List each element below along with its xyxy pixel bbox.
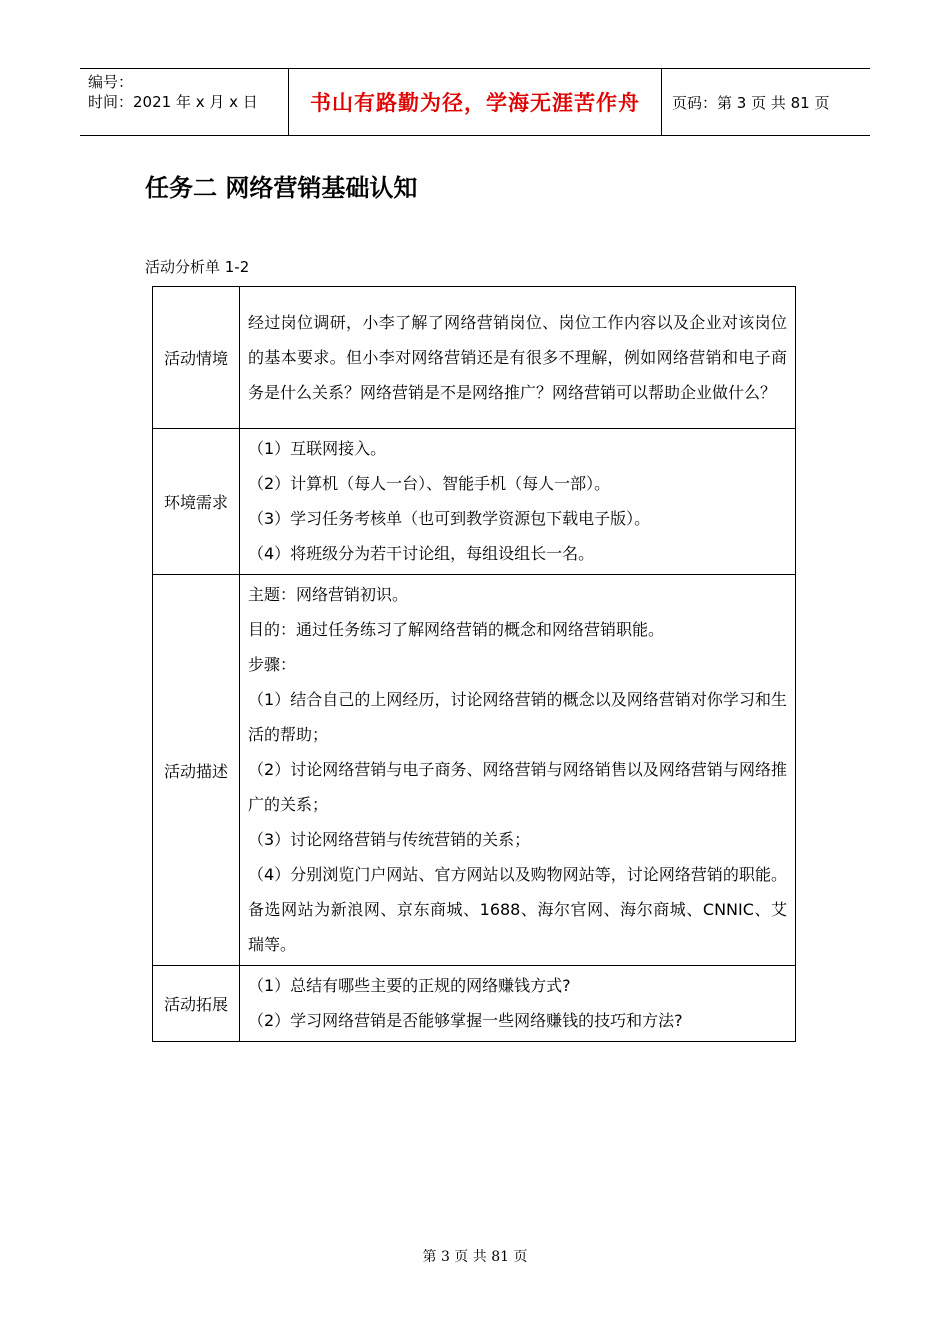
row-label-environment: 环境需求 (153, 429, 240, 575)
row-label-description: 活动描述 (153, 575, 240, 966)
extension-item-2: （2）学习网络营销是否能够掌握一些网络赚钱的技巧和方法? (248, 1011, 683, 1030)
row-content-extension (240, 966, 796, 1042)
description-steps-label: 步骤： (248, 655, 297, 674)
document-date: 时间：2021 年 x 月 x 日 (88, 93, 258, 111)
row-content-environment (240, 429, 796, 575)
description-purpose: 目的：通过任务练习了解网络营销的概念和网络营销职能。 (248, 620, 665, 639)
row-label-situation: 活动情境 (153, 287, 240, 429)
header-page-code: 页码：第 3 页 共 81 页 (662, 69, 871, 136)
table-row-description (153, 575, 796, 966)
description-step-3: （3）讨论网络营销与传统营销的关系； (248, 830, 531, 849)
table-row-extension (153, 966, 796, 1042)
page-header (80, 68, 870, 136)
description-step-1: （1）结合自己的上网经历，讨论网络营销的概念以及网络营销对你学习和生活的帮助； (248, 690, 787, 744)
environment-item-4: （4）将班级分为若干讨论组，每组设组长一名。 (248, 544, 595, 563)
environment-item-3: （3）学习任务考核单（也可到教学资源包下载电子版）。 (248, 509, 651, 528)
table-caption: 活动分析单 1-2 (145, 258, 250, 276)
header-slogan: 书山有路勤为径，学海无涯苦作舟 (310, 90, 640, 115)
header-slogan-cell (289, 69, 662, 136)
table-row-situation (153, 287, 796, 429)
document-number-label: 编号： (88, 73, 134, 91)
situation-text: 经过岗位调研，小李了解了网络营销岗位、岗位工作内容以及企业对该岗位的基本要求。但小李对网络营销还是有很多不理解，例如网络营销和电子商务是什么关系？网络营销是不是网络推广？网络营销可以帮助企业做什么？ (248, 312, 787, 402)
row-label-extension: 活动拓展 (153, 966, 240, 1042)
header-meta (80, 69, 289, 136)
environment-item-1: （1）互联网接入。 (248, 439, 387, 458)
activity-analysis-table (152, 286, 796, 1042)
description-step-2: （2）讨论网络营销与电子商务、网络营销与网络销售以及网络营销与网络推广的关系； (248, 760, 787, 814)
extension-item-1: （1）总结有哪些主要的正规的网络赚钱方式? (248, 976, 571, 995)
table-row-environment (153, 429, 796, 575)
page-footer: 第 3 页 共 81 页 (422, 1249, 528, 1265)
description-step-4: （4）分别浏览门户网站、官方网站以及购物网站等，讨论网络营销的职能。备选网站为新浪网、京东商城、1688、海尔官网、海尔商城、CNNIC、艾瑞等。 (248, 865, 787, 954)
description-topic: 主题：网络营销初识。 (248, 585, 409, 604)
page-title: 任务二 网络营销基础认知 (145, 174, 418, 202)
environment-item-2: （2）计算机（每人一台）、智能手机（每人一部）。 (248, 474, 611, 493)
row-content-situation (240, 287, 796, 429)
row-content-description (240, 575, 796, 966)
